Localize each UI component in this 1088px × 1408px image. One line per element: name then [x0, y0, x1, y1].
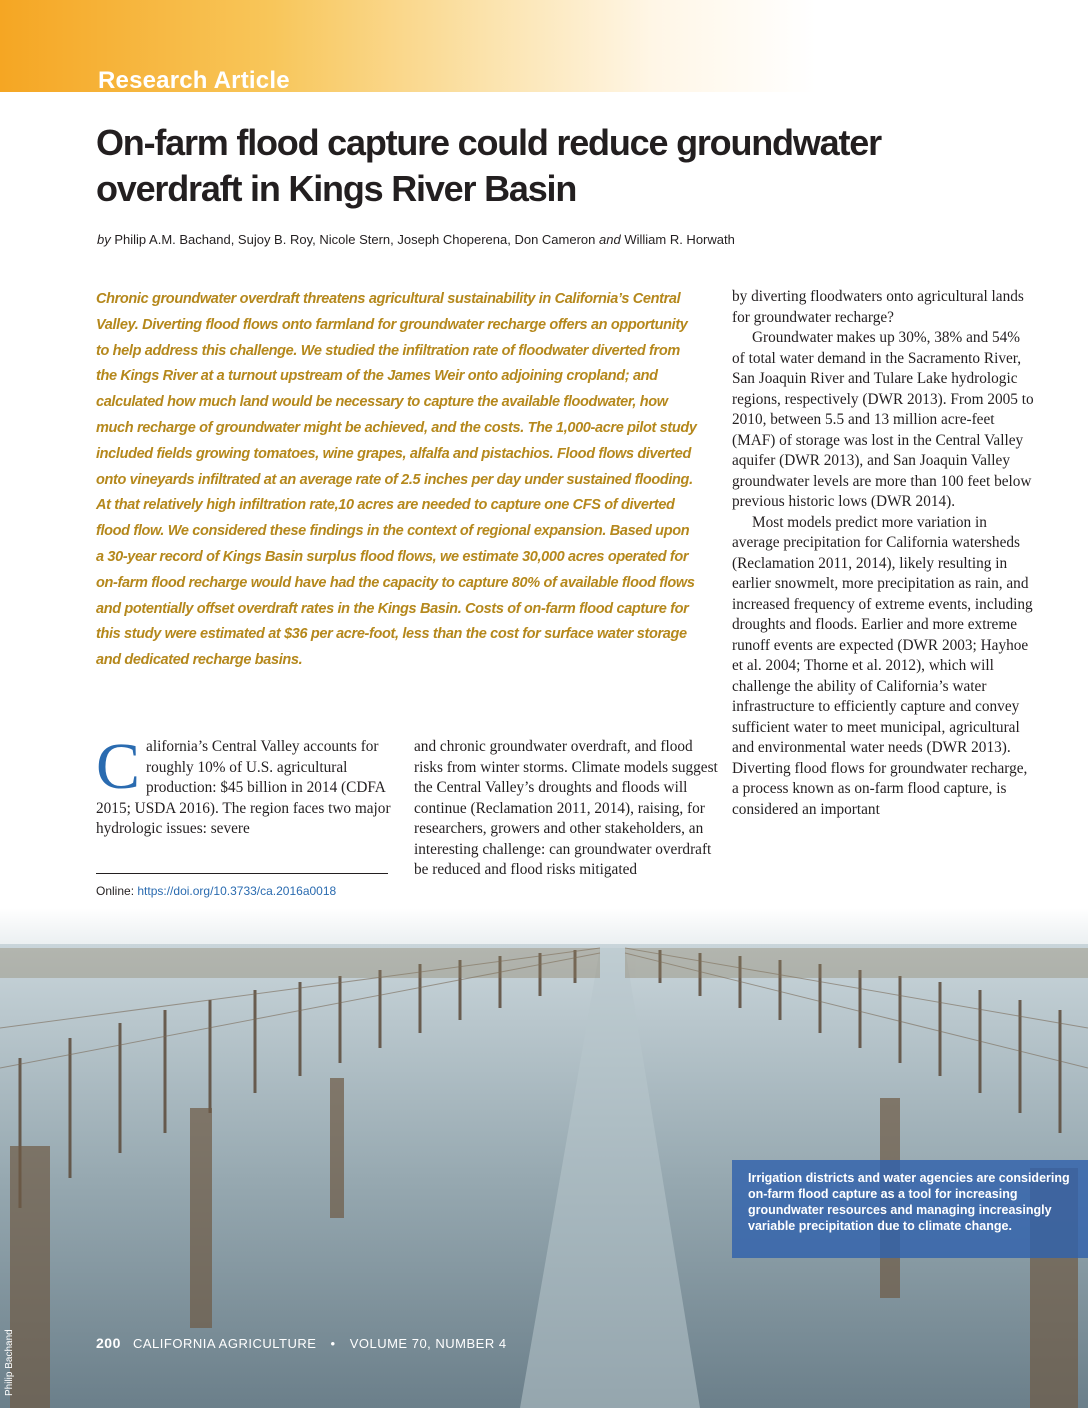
journal-name: CALIFORNIA AGRICULTURE	[132, 1336, 317, 1351]
photo-credit: Philip Bachand	[4, 1329, 15, 1396]
page-footer	[96, 1335, 507, 1351]
body-column-3	[732, 287, 1036, 820]
online-label: Online:	[96, 884, 135, 898]
volume-info: VOLUME 70, NUMBER 4	[349, 1336, 507, 1351]
body-column-2	[414, 737, 718, 881]
flooded-vineyard-photo	[0, 908, 1088, 1408]
byline-prefix: by	[97, 232, 111, 247]
body-column-3-para-1: by diverting floodwaters onto agricultural lands for groundwater recharge?	[732, 288, 1024, 326]
byline-and: and	[599, 232, 621, 247]
body-column-1	[96, 730, 396, 840]
drop-cap: C	[96, 730, 141, 803]
online-note	[96, 884, 336, 898]
page-number: 200	[96, 1335, 121, 1351]
byline	[97, 232, 735, 247]
footer-separator: •	[330, 1336, 336, 1351]
section-label: Research Article	[98, 67, 290, 94]
body-column-1-text: alifornia’s Central Valley accounts for roughly 10% of U.S. agricultural production: $45 billion in 2014 (CDFA 2015; USDA 2016). The region faces two major hydrologic issues: severe	[96, 738, 391, 837]
article-title: On-farm flood capture could reduce groundwater overdraft in Kings River Basin	[96, 122, 881, 209]
body-column-2-text: and chronic groundwater overdraft, and flood risks from winter storms. Climate models suggest the Central Valley’s droughts and floods will continue (Reclamation 2011, 2014), raising, for researchers, growers and other stakeholders, an interesting challenge: can groundwater overdraft be reduced and flood risks mitigated	[414, 738, 718, 878]
byline-last-author: William R. Horwath	[624, 232, 735, 247]
body-column-3-para-2: Groundwater makes up 30%, 38% and 54% of total water demand in the Sacramento River, San Joaquin River and Tulare Lake hydrologic regions, respectively (DWR 2013). From 2005 to 2010, between 5.5 and 13 million acre-feet (MAF) of storage was lost in the Central Valley aquifer (DWR 2013), and San Joaquin Valley groundwater levels are more than 100 feet below previous historic lows (DWR 2014).	[732, 329, 1034, 510]
byline-authors: Philip A.M. Bachand, Sujoy B. Roy, Nicole Stern, Joseph Choperena, Don Cameron	[114, 232, 596, 247]
body-column-3-para-3: Most models predict more variation in average precipitation for California watersheds (Reclamation 2011, 2014), likely resulting in earlier snowmelt, more precipitation as rain, and increased frequency of extreme events, including droughts and floods. Earlier and more extreme runoff events are expected (DWR 2003; Hayhoe et al. 2004; Thorne et al. 2012), which will challenge the ability of California’s water infrastructure to efficiently capture and convey sufficient water to meet municipal, agricultural and environmental water needs (DWR 2013). Diverting flood flows for groundwater recharge, a process known as on-farm flood capture, is considered an important	[732, 513, 1033, 818]
doi-link[interactable]: https://doi.org/10.3733/ca.2016a0018	[137, 884, 337, 898]
abstract: Chronic groundwater overdraft threatens agricultural sustainability in California’s Central Valley. Diverting flood flows onto farmland for groundwater recharge offers an opportunity to help address this challenge. We studied the infiltration rate of floodwater diverted from the Kings River at a turnout upstream of the James Weir onto adjoining cropland; and calculated how much land would be necessary to capture the available floodwater, how much recharge of groundwater might be achieved, and the costs. The 1,000-acre pilot study included fields growing tomatoes, wine grapes, alfalfa and pistachios. Flood flows diverted onto vineyards infiltrated at an average rate of 2.5 inches per day under sustained flooding. At that relatively high infiltration rate,10 acres are needed to capture one CFS of diverted flood flow. We considered these findings in the context of regional expansion. Based upon a 30-year record of Kings Basin surplus flood flows, we estimate 30,000 acres operated for on-farm flood recharge would have had the capacity to capture 80% of available flood flows and potentially offset overdraft rates in the Kings Basin. Costs of on-farm flood capture for this study were estimated at $36 per acre-foot, less than the cost for surface water storage and dedicated recharge basins.	[96, 291, 697, 669]
photo-caption: Irrigation districts and water agencies are considering on-farm flood capture as a tool for increasing groundwater resources and managing increasingly variable precipitation due to climate change.	[732, 1160, 1088, 1258]
footnote-rule	[96, 873, 388, 874]
